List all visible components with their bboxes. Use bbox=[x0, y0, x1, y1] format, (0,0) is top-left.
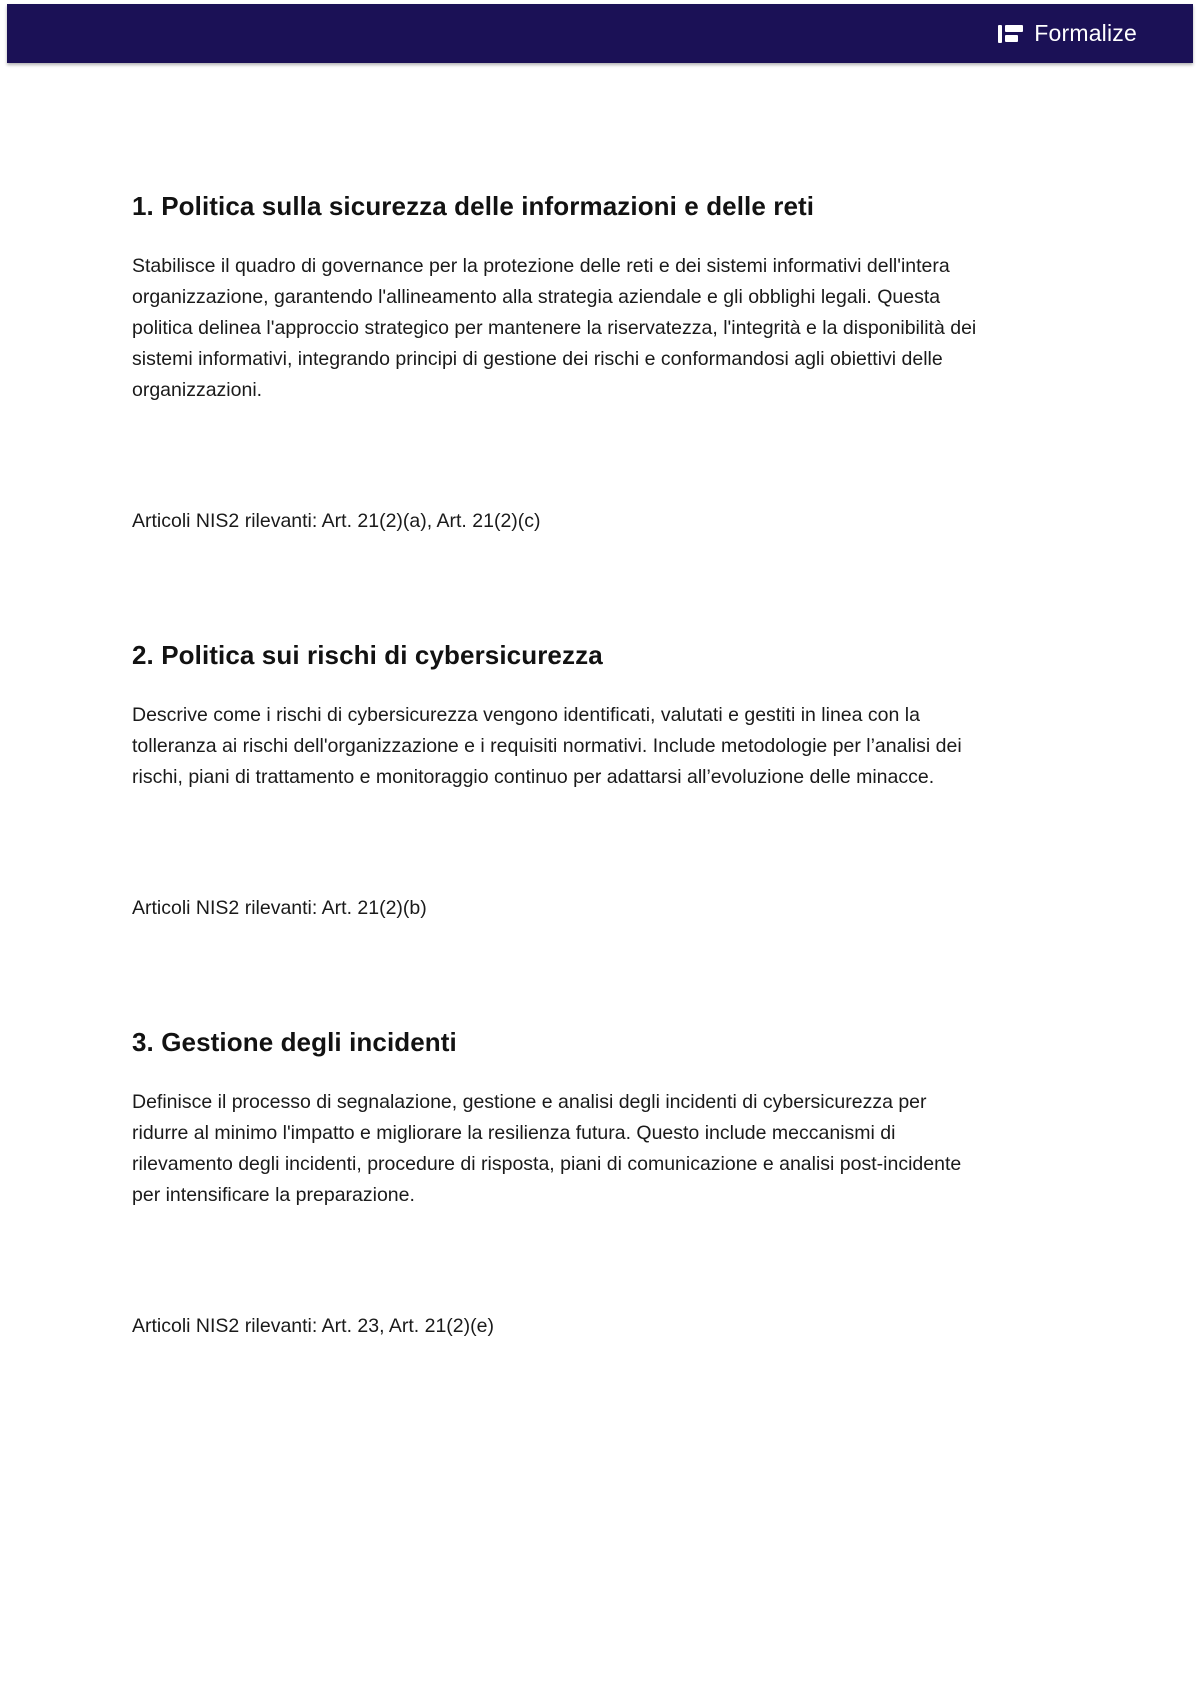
document-body bbox=[132, 63, 984, 1342]
section-articles: Articoli NIS2 rilevanti: Art. 21(2)(b) bbox=[132, 897, 427, 919]
app-header bbox=[7, 4, 1193, 63]
policy-section-3 bbox=[132, 1024, 984, 1342]
logo-bar-top bbox=[1005, 25, 1023, 32]
formalize-logo-icon bbox=[998, 24, 1023, 43]
logo-stem-bar bbox=[998, 25, 1002, 43]
section-description: Stabilisce il quadro di governance per la protezione delle reti e dei sistemi informativi dell'intera organizzazione, garantendo l'allineamento alla strategia aziendale e gli obblighi legali. Questa politica delinea l'approccio strategico per mantenere la riservatezza, l'integrità e la disponibilità dei sistemi informativi, integrando principi di gestione dei rischi e conformandosi agli obiettivi delle organizzazioni. bbox=[132, 255, 977, 401]
section-title: 3. Gestione degli incidenti bbox=[132, 1027, 457, 1057]
section-title: 1. Politica sulla sicurezza delle informazioni e delle reti bbox=[132, 191, 815, 221]
section-articles: Articoli NIS2 rilevanti: Art. 23, Art. 21(2)(e) bbox=[132, 1315, 494, 1337]
section-articles: Articoli NIS2 rilevanti: Art. 21(2)(a), Art. 21(2)(c) bbox=[132, 510, 541, 532]
section-description: Definisce il processo di segnalazione, gestione e analisi degli incidenti di cybersicurezza per ridurre al minimo l'impatto e migliorare la resilienza futura. Questo include meccanismi di rilevamento degli incidenti, procedure di risposta, piani di comunicazione e analisi post-incidente per intensificare la preparazione. bbox=[132, 1091, 962, 1206]
section-description: Descrive come i rischi di cybersicurezza vengono identificati, valutati e gestiti in linea con la tolleranza ai rischi dell'organizzazione e i requisiti normativi. Include metodologie per l’analisi dei rischi, piani di trattamento e monitoraggio continuo per adattarsi all’evoluzione delle minacce. bbox=[132, 704, 962, 788]
logo-horizontal-bars bbox=[1005, 25, 1023, 42]
brand-name: Formalize bbox=[1034, 20, 1137, 46]
logo-bar-bottom bbox=[1005, 35, 1018, 42]
policy-section-1 bbox=[132, 188, 984, 537]
section-title: 2. Politica sui rischi di cybersicurezza bbox=[132, 640, 603, 670]
formalize-brand bbox=[998, 20, 1137, 47]
policy-section-2 bbox=[132, 637, 984, 924]
